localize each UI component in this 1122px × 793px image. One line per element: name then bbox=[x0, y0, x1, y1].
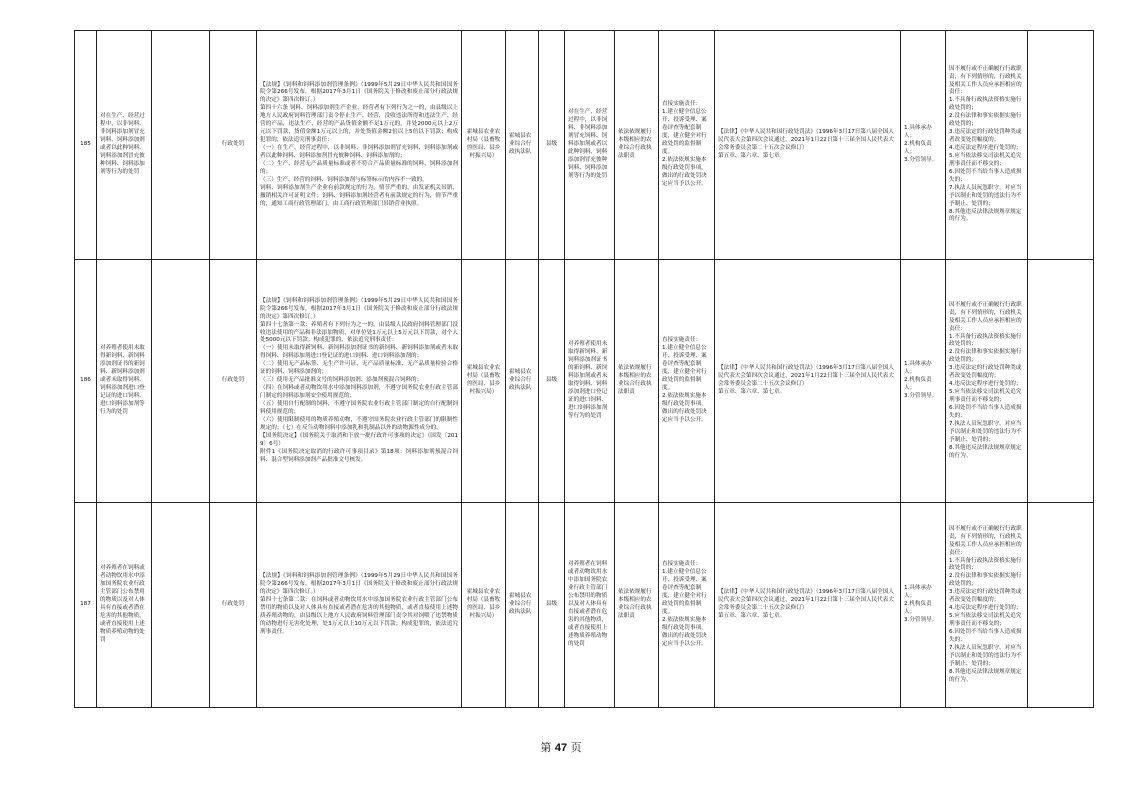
row-number: 185 bbox=[75, 31, 97, 260]
legal-basis: 【法规】《饲料和饲料添加剂管理条例》（1999年5月29日中华人民共和国国务院令第266号发布，根据2017年3月1日《国务院关于修改和废止部分行政法规的决定》第四次修订。） 第四十七条第二款：在饲料或者动物饮用水中添加国务院农业行政主管部门公布禁用的物质以及对人体具有直接或者潜在危害的其他物质，或者直接使用上述物质养殖动物的，由县级以上地方人民政府饲料管理部门责令其对饲喂了违禁物质的动物进行无害化处理，处3万元以上10万元以下罚款；构成犯罪的，依法追究刑事责任。 bbox=[257, 503, 462, 708]
accountability: 因不履行或不正确履行行政职责，有下列情形的，行政机关及相关工作人员应承担相应的责任： 1.不具备行政执法资格实施行政处罚的； 2.没有法律和事实依据实施行政处罚的； 3.违反法定的行政处罚种类或者改变处罚幅度的； 4.违反法定程序进行处罚的； 5.应当依法移交司法机关追究刑事责任而不移交的； 6.因处罚不当给当事人造成损失的； 7.执法人员玩忽职守，对应当予以制止和处罚的违法行为不予制止、处罚的； 8.其他违反法律法规规章规定的行为。 bbox=[946, 503, 1028, 708]
level: 县级 bbox=[539, 503, 565, 708]
accountability: 因不履行或不正确履行行政职责，有下列情形的，行政机关及相关工作人员应承担相应的责任： 1.不具备行政执法资格实施行政处罚的； 2.没有法律和事实依据实施行政处罚的； 3.违反法定的行政处罚种类或者改变处罚幅度的； 4.违反法定程序进行处罚的； 5.应当依法移交司法机关追究刑事责任而不移交的； 6.因处罚不当给当事人造成损失的； 7.执法人员玩忽职守，对应当予以制止和处罚的违法行为不予制止、处罚的； 8.其他违反法律法规规章规定的行为。 bbox=[946, 31, 1028, 260]
executing-body: 霍城县农业综合行政执法队 bbox=[506, 260, 539, 503]
page-prefix: 第 bbox=[540, 741, 552, 754]
accountability: 因不履行或不正确履行行政职责，有下列情形的，行政机关及相关工作人员应承担相应的责任： 1.不具备行政执法资格实施行政处罚的； 2.没有法律和事实依据实施行政处罚的； 3.违反法定的行政处罚种类或者改变处罚幅度的； 4.违反法定程序进行处罚的； 5.应当依法移交司法机关追究刑事责任而不移交的； 6.因处罚不当给当事人造成损失的； 7.执法人员玩忽职守，对应当予以制止和处罚的违法行为不予制止、处罚的； 8.其他违反法律法规规章规定的行为。 bbox=[946, 260, 1028, 503]
page-num: 47 bbox=[554, 742, 568, 754]
duty: 依法依规履行本级相应的农业综合行政执法职责 bbox=[615, 503, 659, 708]
row-number: 186 bbox=[75, 260, 97, 503]
item-code bbox=[152, 503, 210, 708]
row-number: 187 bbox=[75, 503, 97, 708]
law-basis: 【法律】《中华人民共和国行政处罚法》（1996年3月17日第八届全国人民代表大会第四次会议通过，2021年1月22日第十三届全国人民代表大会常务委员会第二十五次会议修订） 第五章、第六章、第七章。 bbox=[715, 503, 901, 708]
department: 霍城县农业农村局（县畜牧兽医局、县乡村振兴局） bbox=[462, 31, 506, 260]
department: 霍城县农业农村局（县畜牧兽医局、县乡村振兴局） bbox=[462, 503, 506, 708]
level: 县级 bbox=[539, 260, 565, 503]
level: 县级 bbox=[539, 31, 565, 260]
responsibility: 直接实施责任： 1.建立健全信息公开、投诉受理、案卷评查等配套制度，建立健全对行政处罚的监督制度。 2.依法依规实施本级行政处罚事项，做出的行政处罚决定应当予以公开。 bbox=[659, 31, 715, 260]
legal-basis: 【法规】《饲料和饲料添加剂管理条例》（1999年5月29日中华人民共和国国务院令第266号发布，根据2017年3月1日《国务院关于修改和废止部分行政法规的决定》第四次修订。） 第四十六条 饲料、饲料添加剂生产企业、经营者有下列行为之一的，由县级以上地方人民政府饲料管理部门责令停止生产、经营，没收违法所得和违法生产、经营的产品，违法生产、经营的产品货值金额不足1万元的，并处2000元以上2万元以下罚款，货值金额1万元以上的，并处货值金额2倍以上5倍以下罚款；构成犯罪的，依法追究刑事责任： （一）在生产、经营过程中，以非饲料、非饲料添加剂冒充饲料、饲料添加剂或者以此种饲料、饲料添加剂冒充彼种饲料、饲料添加剂的； （二）生产、经营无产品质量标准或者不符合产品质量标准的饲料、饲料添加剂的； （三）生产、经营的饲料、饲料添加剂与标签标示的内容不一致的。 饲料、饲料添加剂生产企业有前款规定的行为，情节严重的，由发证机关吊销、撤销相关许可证明文件；饲料、饲料添加剂经营者有前款规定的行为，情节严重的，通知工商行政管理部门，由工商行政管理部门吊销营业执照。 bbox=[257, 31, 462, 260]
item-name-repeat: 对在生产、经营过程中，以非饲料、非饲料添加剂冒充饲料、饲料添加剂或者以此种饲料、饲料添加剂冒充彼种饲料、饲料添加剂等行为的处罚 bbox=[565, 31, 615, 260]
item-type: 行政处罚 bbox=[210, 260, 257, 503]
table-row bbox=[75, 503, 1094, 708]
page-number bbox=[0, 739, 1122, 755]
law-basis: 【法律】《中华人民共和国行政处罚法》（1996年3月17日第八届全国人民代表大会第四次会议通过，2021年1月22日第十三届全国人民代表大会常务委员会第二十五次会议修订） 第五章、第六章、第七章。 bbox=[715, 260, 901, 503]
responsible-subject: 1.具体承办人； 2.机构负责人； 3.分管领导。 bbox=[901, 503, 946, 708]
department: 霍城县农业农村局（县畜牧兽医局、县乡村振兴局） bbox=[462, 260, 506, 503]
note bbox=[1028, 503, 1094, 708]
note bbox=[1028, 31, 1094, 260]
duty: 依法依规履行本级相应的农业综合行政执法职责 bbox=[615, 31, 659, 260]
legal-basis: 【法规】《饲料和饲料添加剂管理条例》（1999年5月29日中华人民共和国国务院令第266号发布，根据2017年3月1日《国务院关于修改和废止部分行政法规的决定》第四次修订。） 第四十七条第一款：养殖者有下列行为之一的，由县级人民政府饲料管理部门没收违法使用的产品和非法添加物质，对单位处1万元以上5万元以下罚款，对个人处5000元以下罚款；构成犯罪的，依法追究刑事责任： （一）使用未取得新饲料、新饲料添加剂证书的新饲料、新饲料添加剂或者未取得饲料、饲料添加剂进口登记证的进口饲料、进口饲料添加剂的； （二）使用无产品标签、无生产许可证、无产品质量标准、无产品质量检验合格证的饲料、饲料添加剂的； （三）使用无产品批准文号的饲料添加剂、添加剂预混合饲料的； （四）在饲料或者动物饮用水中添加饲料添加剂，不遵守国务院农业行政主管部门制定的饲料添加剂安全使用规范的； （五）使用自行配制的饲料，不遵守国务院农业行政主管部门制定的自行配制饲料使用规范的； （六）使用限制使用的物质养殖动物，不遵守国务院农业行政主管部门的限制性规定的；（七）在反刍动物饲料中添加乳和乳制品以外的动物源性成分的。 【国务院决定】《国务院关于取消和下放一批行政许可事项的决定》（国发〔2019〕6号） 附件1《国务院决定取消的行政许可事项目录》第18项：饲料添加剂预混合饲料、混合型饲料添加剂产品批准文号核发。 bbox=[257, 260, 462, 503]
note bbox=[1028, 260, 1094, 503]
item-name: 对养殖者使用未取得新饲料、新饲料添加剂证书的新饲料、新饲料添加剂或者未取得饲料、饲料添加剂进口登记证的进口饲料、进口饲料添加剂等行为的处罚 bbox=[97, 260, 152, 503]
table-row bbox=[75, 260, 1094, 503]
item-name: 对在生产、经营过程中，以非饲料、非饲料添加剂冒充饲料、饲料添加剂或者以此种饲料、饲料添加剂冒充彼种饲料、饲料添加剂等行为的处罚 bbox=[97, 31, 152, 260]
executing-body: 霍城县农业综合行政执法队 bbox=[506, 31, 539, 260]
page-suffix: 页 bbox=[570, 741, 582, 754]
responsibility-table bbox=[74, 30, 1094, 708]
item-code bbox=[152, 31, 210, 260]
item-type: 行政处罚 bbox=[210, 503, 257, 708]
item-name-repeat: 对养殖者使用未取得新饲料、新饲料添加剂证书的新饲料、新饲料添加剂或者未取得饲料、饲料添加剂进口登记证的进口饲料、进口饲料添加剂等行为的处罚 bbox=[565, 260, 615, 503]
duty: 依法依规履行本级相应的农业综合行政执法职责 bbox=[615, 260, 659, 503]
responsible-subject: 1.具体承办人； 2.机构负责人； 3.分管领导。 bbox=[901, 260, 946, 503]
table-row bbox=[75, 31, 1094, 260]
item-type: 行政处罚 bbox=[210, 31, 257, 260]
item-name: 对养殖者在饲料或者动物饮用水中添加国务院农业行政主管部门公布禁用的物质以及对人体具有直接或者潜在危害的其他物质，或者直接使用上述物质养殖动物的处罚 bbox=[97, 503, 152, 708]
responsibility: 直接实施责任： 1.建立健全信息公开、投诉受理、案卷评查等配套制度，建立健全对行政处罚的监督制度。 2.依法依规实施本级行政处罚事项，做出的行政处罚决定应当予以公开。 bbox=[659, 260, 715, 503]
executing-body: 霍城县农业综合行政执法队 bbox=[506, 503, 539, 708]
responsibility: 直接实施责任： 1.建立健全信息公开、投诉受理、案卷评查等配套制度，建立健全对行政处罚的监督制度。 2.依法依规实施本级行政处罚事项，做出的行政处罚决定应当予以公开。 bbox=[659, 503, 715, 708]
item-name-repeat: 对养殖者在饲料或者动物饮用水中添加国务院农业行政主管部门公布禁用的物质以及对人体具有直接或者潜在危害的其他物质，或者直接使用上述物质养殖动物的处罚 bbox=[565, 503, 615, 708]
responsible-subject: 1.具体承办人； 2.机构负责人； 3.分管领导。 bbox=[901, 31, 946, 260]
law-basis: 【法律】《中华人民共和国行政处罚法》（1996年3月17日第八届全国人民代表大会第四次会议通过，2021年1月22日第十三届全国人民代表大会常务委员会第二十五次会议修订） 第五章、第六章、第七章。 bbox=[715, 31, 901, 260]
item-code bbox=[152, 260, 210, 503]
